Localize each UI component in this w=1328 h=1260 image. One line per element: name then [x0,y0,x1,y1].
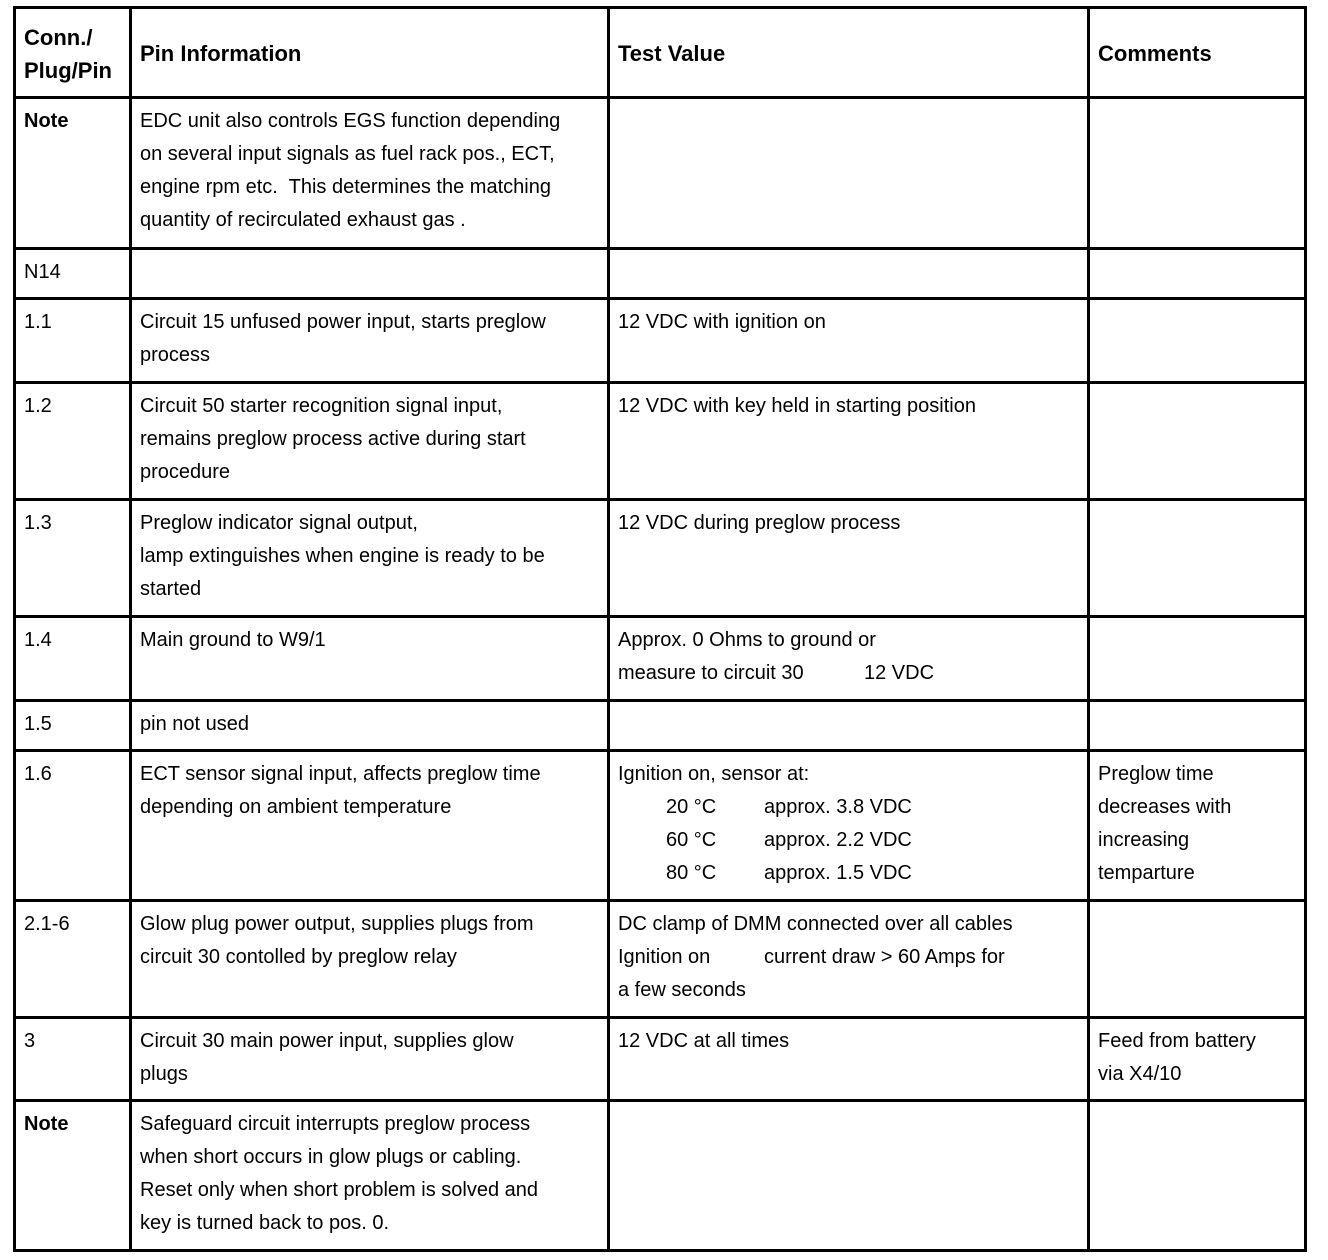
test-value-line [618,941,1083,974]
header-test-value: Test Value [609,8,1089,98]
sensor-temp: 20 °C [666,796,717,818]
test-value-cell [609,1101,1089,1251]
table-row [15,299,1306,383]
table-row [15,901,1306,1018]
test-value-label: Ignition on [618,946,711,968]
sensor-temp: 60 °C [666,829,717,851]
conn-cell: Note [15,98,131,249]
table-row [15,617,1306,701]
table-row [15,249,1306,299]
test-value-line [618,657,1083,690]
table-row [15,1101,1306,1251]
sensor-value: approx. 1.5 VDC [764,862,912,884]
pin-test-table [13,6,1307,1252]
pin-info-cell: Preglow indicator signal output, lamp extinguishes when engine is ready to be started [131,500,609,617]
table-row [15,1018,1306,1101]
test-value-label: measure to circuit 30 [618,662,804,684]
table-row [15,98,1306,249]
conn-cell: N14 [15,249,131,299]
comments-cell [1089,901,1306,1018]
pin-info-cell: Safeguard circuit interrupts preglow process when short occurs in glow plugs or cabling. Reset only when short problem is solved and key is turned back to pos. 0. [131,1101,609,1251]
pin-info-cell [131,249,609,299]
pin-info-cell: Circuit 30 main power input, supplies glow plugs [131,1018,609,1101]
comments-cell [1089,383,1306,500]
header-pin-information: Pin Information [131,8,609,98]
test-value-reading: current draw > 60 Amps for [764,946,1005,968]
conn-cell: Note [15,1101,131,1251]
sensor-temp: 80 °C [666,862,717,884]
pin-info-cell: Circuit 50 starter recognition signal input, remains preglow process active during start procedure [131,383,609,500]
sensor-value: approx. 2.2 VDC [764,829,912,851]
pin-info-cell: Main ground to W9/1 [131,617,609,701]
test-value-line: a few seconds [618,979,746,1001]
test-value-cell [609,901,1089,1018]
test-value-cell: 12 VDC with key held in starting position [609,383,1089,500]
comments-cell [1089,299,1306,383]
test-value-line: Approx. 0 Ohms to ground or [618,629,876,651]
comments-cell: Feed from battery via X4/10 [1089,1018,1306,1101]
test-value-cell: 12 VDC at all times [609,1018,1089,1101]
test-value-cell [609,98,1089,249]
test-value-cell [609,701,1089,751]
table-row [15,383,1306,500]
pin-info-cell: pin not used [131,701,609,751]
pin-info-cell: EDC unit also controls EGS function depending on several input signals as fuel rack pos., ECT, engine rpm etc. This determines the matching quantity of recirculated exhaust gas . [131,98,609,249]
test-value-reading: 12 VDC [864,662,935,684]
comments-cell [1089,701,1306,751]
conn-cell: 1.2 [15,383,131,500]
table-header-row [15,8,1306,98]
comments-cell [1089,1101,1306,1251]
conn-cell: 1.3 [15,500,131,617]
header-conn: Conn./ Plug/Pin [15,8,131,98]
comments-cell [1089,249,1306,299]
test-value-cell [609,617,1089,701]
test-value-cell: 12 VDC with ignition on [609,299,1089,383]
pin-info-cell: Glow plug power output, supplies plugs from circuit 30 contolled by preglow relay [131,901,609,1018]
conn-cell: 2.1-6 [15,901,131,1018]
test-value-cell: 12 VDC during preglow process [609,500,1089,617]
test-value-cell [609,249,1089,299]
test-value-intro: Ignition on, sensor at: [618,763,810,785]
table-row [15,701,1306,751]
test-value-cell [609,751,1089,901]
sensor-row [618,857,1083,890]
table-row [15,751,1306,901]
conn-cell: 3 [15,1018,131,1101]
header-comments: Comments [1089,8,1306,98]
comments-cell [1089,617,1306,701]
conn-cell: 1.5 [15,701,131,751]
conn-cell: 1.1 [15,299,131,383]
table-row [15,500,1306,617]
test-value-line: DC clamp of DMM connected over all cables [618,913,1013,935]
sensor-row [618,791,1083,824]
conn-cell: 1.6 [15,751,131,901]
conn-cell: 1.4 [15,617,131,701]
pin-info-cell: Circuit 15 unfused power input, starts preglow process [131,299,609,383]
comments-cell [1089,500,1306,617]
sensor-value: approx. 3.8 VDC [764,796,912,818]
sensor-row [618,824,1083,857]
comments-cell: Preglow time decreases with increasing temparture [1089,751,1306,901]
comments-cell [1089,98,1306,249]
pin-info-cell: ECT sensor signal input, affects preglow time depending on ambient temperature [131,751,609,901]
